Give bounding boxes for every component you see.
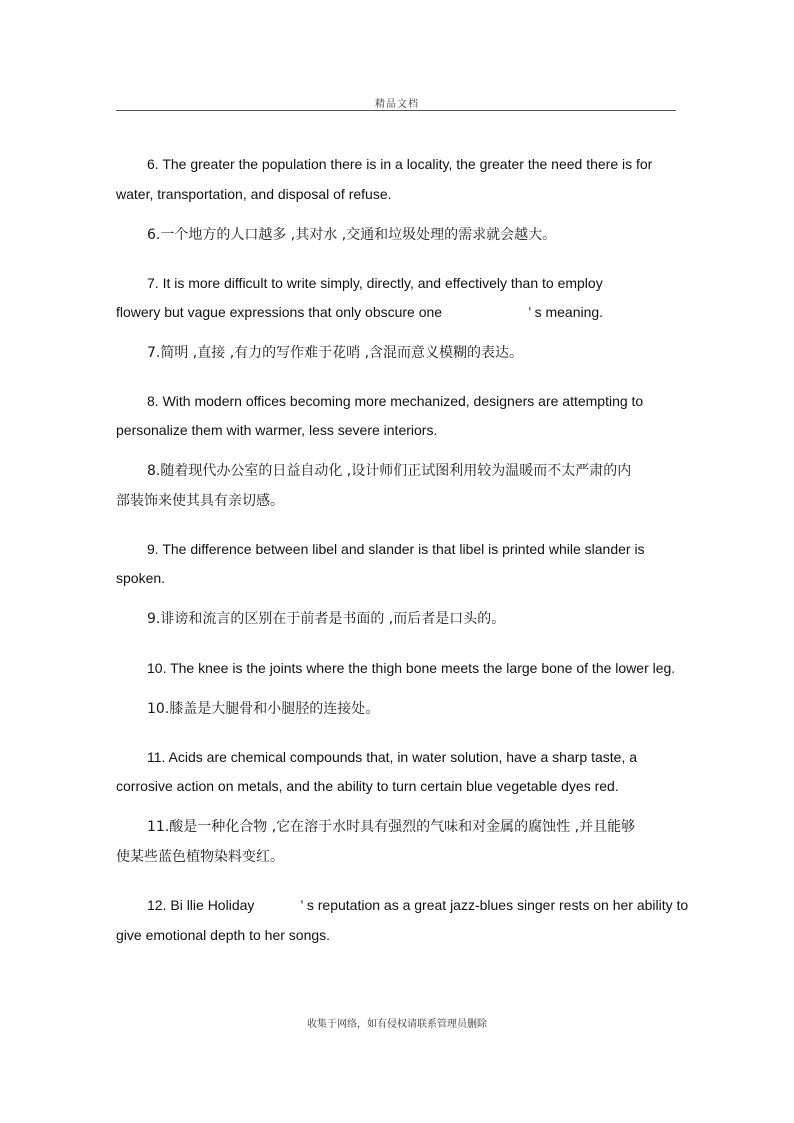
sentence-9-en-line-2: spoken.	[116, 570, 166, 586]
sentence-8-en-line-2: personalize them with warmer, less severe interiors.	[116, 422, 438, 438]
sentence-11-en-line-2: corrosive action on metals, and the ability to turn certain blue vegetable dyes red.	[116, 778, 619, 794]
sentence-10-zh-line-1: 10.膝盖是大腿骨和小腿胫的连接处。	[147, 701, 380, 717]
sentence-7-en-line-2-part-b: ’ s meaning.	[528, 304, 604, 320]
page-footer: 收集于网络，如有侵权请联系管理员删除	[307, 1019, 487, 1030]
sentence-9-zh-line-1: 9.诽谤和流言的区别在于前者是书面的 ,而后者是口头的。	[147, 611, 506, 627]
header-divider	[116, 110, 676, 111]
sentence-6-en-line-1: 6. The greater the population there is in a locality, the greater the need there is for	[147, 156, 653, 172]
sentence-9-en-line-1: 9. The difference between libel and slander is that libel is printed while slander is	[147, 541, 645, 557]
sentence-7-en-line-1: 7. It is more difficult to write simply, directly, and effectively than to employ	[147, 275, 603, 291]
sentence-8-zh-line-2: 部装饰来使其具有亲切感。	[116, 493, 284, 509]
sentence-6-zh-line-1: 6.一个地方的人口越多 ,其对水 ,交通和垃圾处理的需求就会越大。	[147, 227, 557, 243]
page-header: 精品文档	[375, 99, 419, 110]
sentence-10-en-line-1: 10. The knee is the joints where the thigh bone meets the large bone of the lower leg.	[147, 660, 676, 676]
sentence-8-en-line-1: 8. With modern offices becoming more mechanized, designers are attempting to	[147, 393, 644, 409]
sentence-11-en-line-1: 11. Acids are chemical compounds that, in water solution, have a sharp taste, a	[147, 749, 638, 765]
sentence-6-en-line-2: water, transportation, and disposal of refuse.	[116, 186, 392, 202]
sentence-12-en-line-1-part-b: ’ s reputation as a great jazz-blues singer rests on her ability to	[300, 897, 689, 913]
sentence-11-zh-line-2: 使某些蓝色植物染料变红。	[116, 849, 284, 865]
sentence-12-en-line-2: give emotional depth to her songs.	[116, 927, 331, 943]
sentence-7-en-line-2	[116, 303, 603, 321]
sentence-8-zh-line-1: 8.随着现代办公室的日益自动化 ,设计师们正试图利用较为温暖而不太严肃的内	[147, 463, 632, 479]
sentence-7-en-line-2-part-a: flowery but vague expressions that only obscure one	[116, 304, 443, 320]
sentence-12-en-line-1	[147, 896, 688, 914]
sentence-7-zh-line-1: 7.简明 ,直接 ,有力的写作难于花哨 ,含混而意义模糊的表达。	[147, 345, 524, 361]
sentence-11-zh-line-1: 11.酸是一种化合物 ,它在溶于水时具有强烈的气味和对金属的腐蚀性 ,并且能够	[147, 819, 636, 835]
sentence-12-en-line-1-part-a: 12. Bi llie Holiday	[147, 897, 255, 913]
